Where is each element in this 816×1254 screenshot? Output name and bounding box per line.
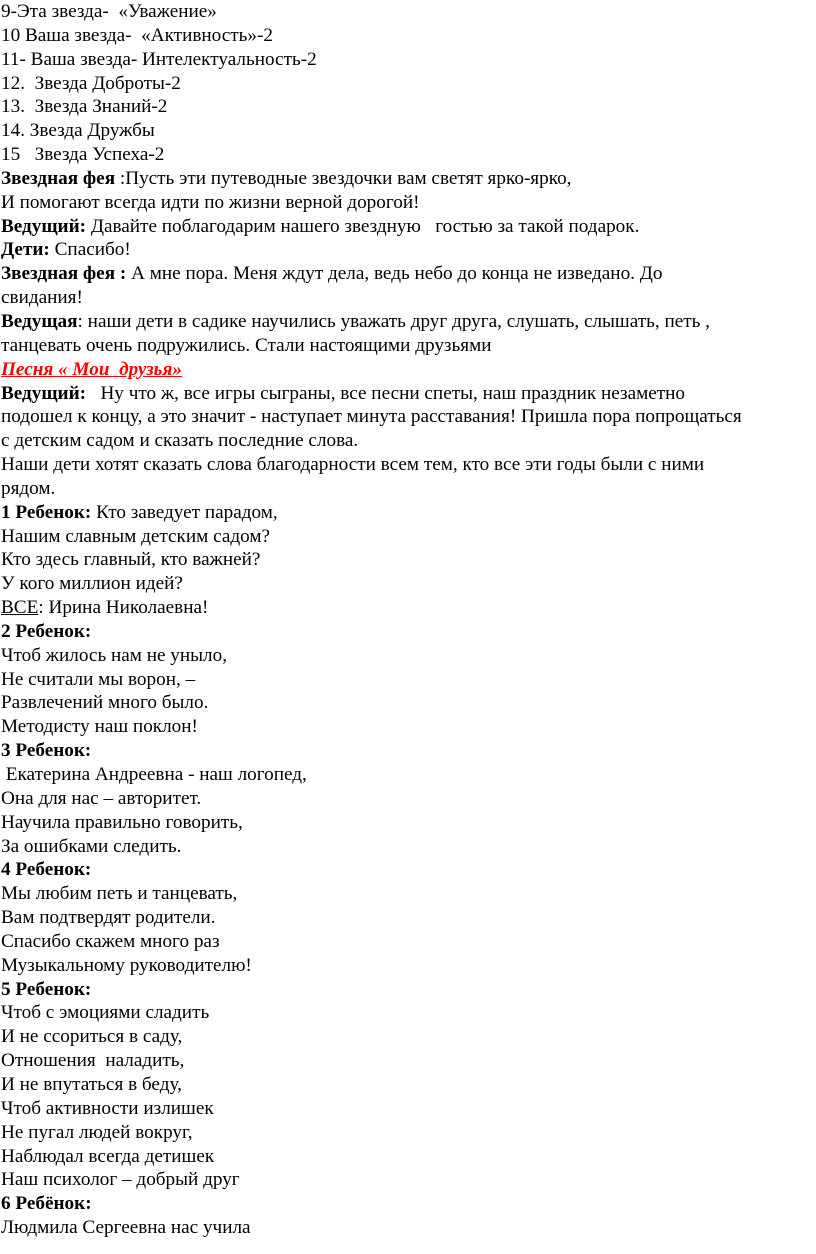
dialogue-text: : наши дети в садике научились уважать друг друга, слушать, слышать, петь , xyxy=(77,310,710,332)
speaker-name: 6 Ребёнок: xyxy=(1,1193,92,1215)
dialogue-line xyxy=(1,501,816,525)
poem-line: Кто здесь главный, кто важней? xyxy=(1,549,261,571)
dialogue-line xyxy=(1,596,816,620)
poem-line: Вам подтвердят родители. xyxy=(1,907,216,929)
speaker-heading xyxy=(1,739,816,763)
text-line: подошел к концу, а это значит - наступает минута расставания! Пришла пора попрощаться xyxy=(1,406,742,428)
poem-line: У кого миллион идей? xyxy=(1,573,183,595)
dialogue-line xyxy=(1,215,816,239)
poem-line: И не впутаться в беду, xyxy=(1,1073,182,1095)
text-line: с детским садом и сказать последние слова. xyxy=(1,430,359,452)
text-line: 11- Ваша звезда- Интелектуальность-2 xyxy=(1,48,317,70)
dialogue-line xyxy=(1,238,816,262)
poem-line: Людмила Сергеевна нас учила xyxy=(1,1217,251,1239)
dialogue-line xyxy=(1,310,816,334)
dialogue-text: Ну что ж, все игры сыграны, все песни спеты, наш праздник незаметно xyxy=(86,382,685,404)
dialogue-text: Спасибо! xyxy=(49,239,131,261)
poem-line: Музыкальному руководителю! xyxy=(1,954,252,976)
text-line: 9-Эта звезда- «Уважение» xyxy=(1,1,217,22)
poem-line: И не ссориться в саду, xyxy=(1,1026,183,1048)
song-title-line xyxy=(1,358,816,382)
speaker-name: Ведущая xyxy=(1,310,78,332)
poem-line: Не считали мы ворон, – xyxy=(1,668,196,690)
dialogue-line xyxy=(1,167,816,191)
text-line: Наши дети хотят сказать слова благодарности всем тем, кто все эти годы были с ними xyxy=(1,454,705,476)
speaker-name: 4 Ребенок: xyxy=(1,859,92,881)
poem-line: Чтоб активности излишек xyxy=(1,1097,214,1119)
poem-line: Научила правильно говорить, xyxy=(1,811,243,833)
speaker-name: 3 Ребенок: xyxy=(1,740,92,762)
text-line: И помогают всегда идти по жизни верной дорогой! xyxy=(1,191,420,213)
poem-line: Спасибо скажем много раз xyxy=(1,930,220,952)
poem-line: Она для нас – авторитет. xyxy=(1,787,202,809)
dialogue-text: :Пусть эти путеводные звездочки вам светят ярко-ярко, xyxy=(115,167,572,189)
dialogue-text: Кто заведует парадом, xyxy=(91,501,278,523)
text-line: 13. Звезда Знаний-2 xyxy=(1,96,168,118)
poem-line: Не пугал людей вокруг, xyxy=(1,1121,193,1143)
speaker-heading xyxy=(1,1192,816,1216)
text-line: танцевать очень подружились. Стали настоящими друзьями xyxy=(1,334,492,356)
dialogue-text: Давайте поблагодарим нашего звездную гостью за такой подарок. xyxy=(86,215,640,237)
text-line: 15 Звезда Успеха-2 xyxy=(1,144,165,166)
speaker-heading xyxy=(1,620,816,644)
song-title: Песня « Мои друзья» xyxy=(1,358,182,380)
speaker-name: Звездная фея : xyxy=(1,263,127,285)
speaker-name: Ведущий: xyxy=(1,215,87,237)
speaker-name: 2 Ребенок: xyxy=(1,620,92,642)
speaker-all: ВСЕ xyxy=(1,597,39,619)
poem-line: Мы любим петь и танцевать, xyxy=(1,883,238,905)
speaker-name: Ведущий: xyxy=(1,382,87,404)
poem-line: Нашим славным детским садом? xyxy=(1,525,270,547)
poem-line: Наблюдал всегда детишек xyxy=(1,1145,215,1167)
text-line: 10 Ваша звезда- «Активность»-2 xyxy=(1,24,273,46)
speaker-name: 1 Ребенок: xyxy=(1,501,92,523)
dialogue-line xyxy=(1,262,816,286)
speaker-name: 5 Ребенок: xyxy=(1,978,92,1000)
dialogue-text: : Ирина Николаевна! xyxy=(38,597,209,619)
poem-line: Наш психолог – добрый друг xyxy=(1,1169,240,1191)
speaker-name: Звездная фея xyxy=(1,167,116,189)
text-line: рядом. xyxy=(1,477,56,499)
poem-line: Чтоб жилось нам не уныло, xyxy=(1,644,228,666)
speaker-heading xyxy=(1,978,816,1002)
poem-line: Екатерина Андреевна - наш логопед, xyxy=(1,764,307,785)
poem-line: Методисту наш поклон! xyxy=(1,716,198,738)
text-line: 14. Звезда Дружбы xyxy=(1,120,155,142)
speaker-name: Дети: xyxy=(1,239,50,261)
text-line: свидания! xyxy=(1,287,83,309)
poem-line: Чтоб с эмоциями сладить xyxy=(1,1002,210,1024)
dialogue-line xyxy=(1,382,816,406)
text-line: 12. Звезда Доброты-2 xyxy=(1,72,181,94)
poem-line: За ошибками следить. xyxy=(1,835,182,857)
poem-line: Развлечений много было. xyxy=(1,692,209,714)
speaker-heading xyxy=(1,858,816,882)
poem-line: Отношения наладить, xyxy=(1,1050,185,1072)
dialogue-text: А мне пора. Меня ждут дела, ведь небо до конца не изведано. До xyxy=(126,263,663,285)
